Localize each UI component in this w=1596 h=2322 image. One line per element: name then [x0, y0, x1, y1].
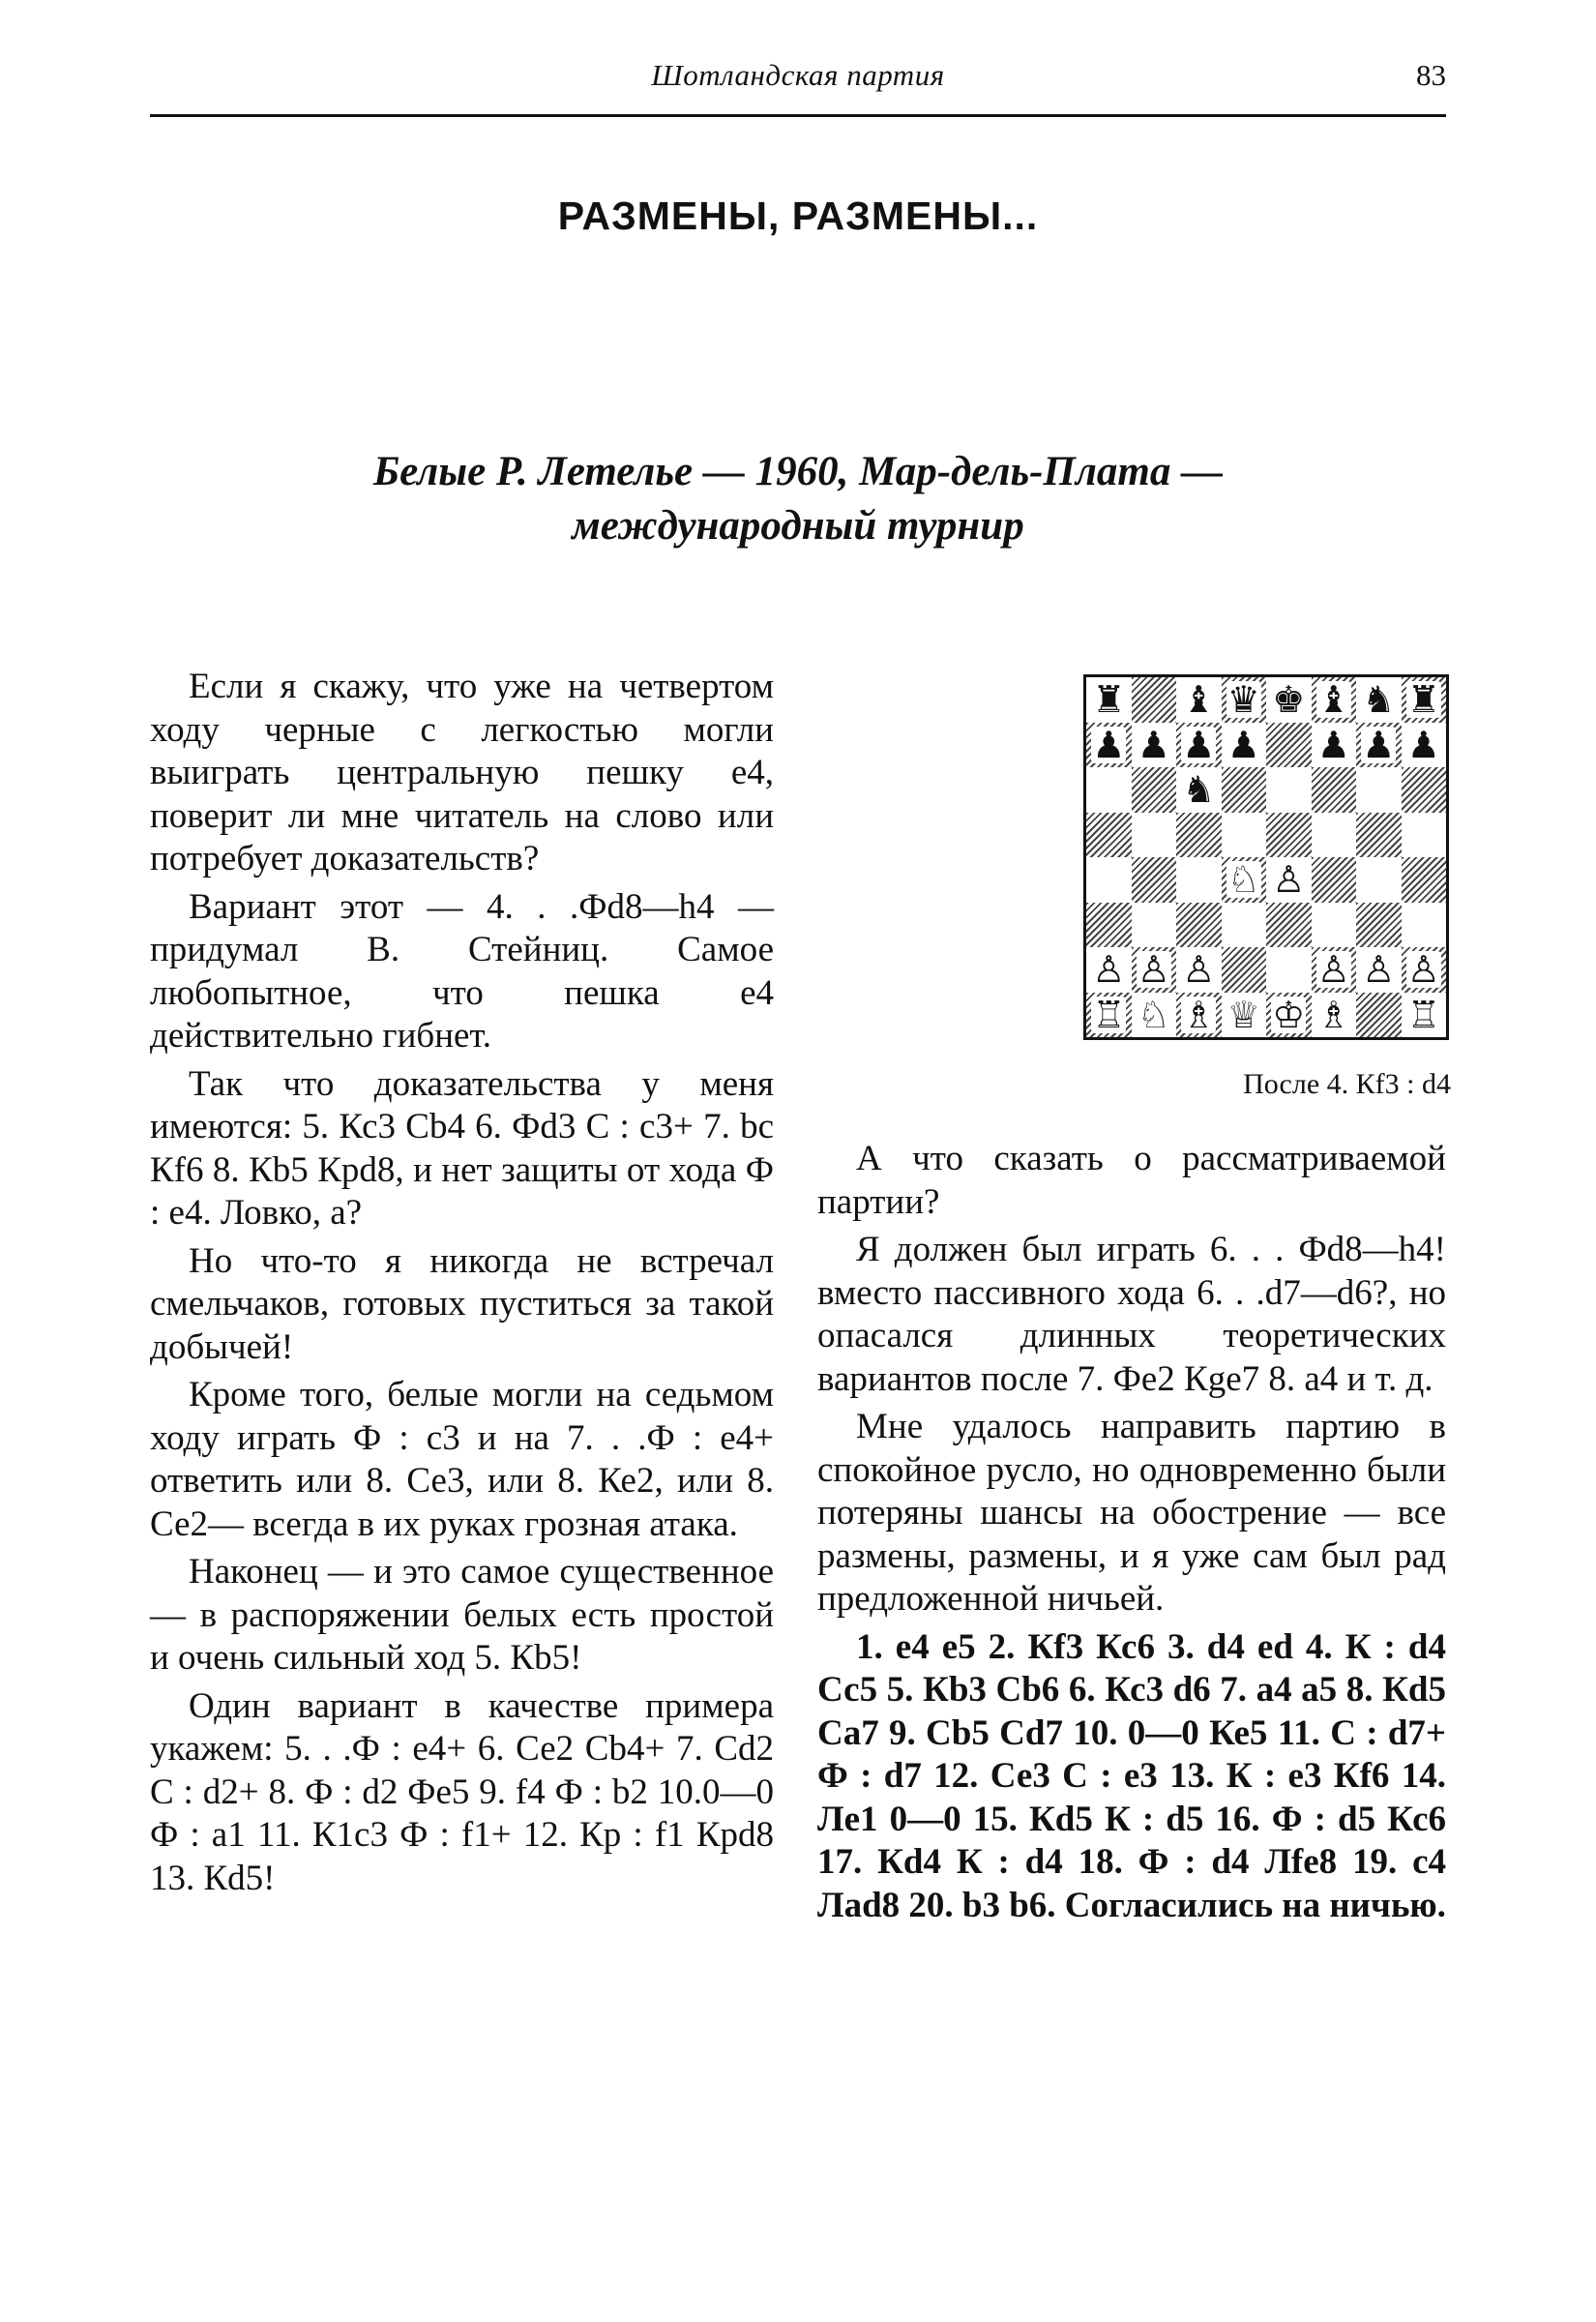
board-square [1356, 723, 1402, 768]
paragraph: Я должен был играть 6. . . Фd8—h4! вместо пассивного хода 6. . .d7—d6?, но опасался длинных теоретических вариантов после 7. Фе2 Кgе7 8. а4 и т. д. [817, 1230, 1446, 1399]
board-square [1402, 723, 1447, 768]
board-square [1086, 677, 1132, 723]
chess-piece-icon: ♔ [1272, 993, 1306, 1036]
header-rule [150, 114, 1446, 117]
board-square [1132, 993, 1177, 1038]
board-square [1402, 903, 1447, 948]
chess-piece-icon: ♛ [1227, 678, 1260, 722]
board-square [1222, 857, 1267, 903]
board-square [1402, 677, 1447, 723]
board-square [1356, 767, 1402, 813]
chapter-title: РАЗМЕНЫ, РАЗМЕНЫ... [557, 194, 1039, 238]
left-column [150, 666, 774, 1905]
board-square [1222, 903, 1267, 948]
diagram-caption: После 4. Кf3 : d4 [1243, 1068, 1451, 1100]
board-square [1176, 813, 1222, 858]
chess-piece-icon: ♘ [1137, 993, 1170, 1036]
board-square [1176, 767, 1222, 813]
game-heading [222, 445, 1374, 553]
chess-piece-icon: ♕ [1227, 993, 1260, 1036]
chess-piece-icon: ♟ [1092, 723, 1126, 766]
board-square [1176, 857, 1222, 903]
board-square [1312, 947, 1357, 993]
board-square [1312, 767, 1357, 813]
paragraph: Так что доказательства у меня имеются: 5. Кс3 Сb4 6. Фd3 С : с3+ 7. bc Кf6 8. Кb5 Крd8, и нет защиты от хода Ф : е4. Ловко, а? [150, 1063, 774, 1233]
chess-piece-icon: ♟ [1406, 723, 1440, 766]
paragraph: Но что-то я никогда не встречал смельчаков, готовых пуститься за такой добычей! [150, 1240, 774, 1367]
board-square [1132, 813, 1177, 858]
board-square [1402, 993, 1447, 1038]
chess-piece-icon: ♙ [1272, 858, 1306, 902]
chess-piece-icon: ♗ [1182, 993, 1216, 1036]
board-square [1312, 903, 1357, 948]
board-square [1266, 947, 1312, 993]
chess-piece-icon: ♙ [1316, 948, 1350, 992]
board-square [1356, 947, 1402, 993]
paragraph: Кроме того, белые могли на седьмом ходу играть Ф : с3 и на 7. . .Ф : е4+ ответить или 8. Се3, или 8. Ке2, или 8. Се2— всегда в их руках грозная атака. [150, 1375, 774, 1544]
game-heading-line2: международный турнир [572, 503, 1024, 549]
board-square [1356, 677, 1402, 723]
board-square [1132, 903, 1177, 948]
paragraph: Один вариант в качестве примера укажем: 5. . .Ф : е4+ 6. Се2 Сb4+ 7. Сd2 С : d2+ 8. Ф : d2 Фе5 9. f4 Ф : b2 10.0—0 Ф : а1 11. К1с3 Ф : f1+ 12. Кр : f1 Крd8 13. Кd5! [150, 1685, 774, 1898]
chess-piece-icon: ♖ [1406, 993, 1440, 1036]
page-number: 83 [1416, 58, 1446, 92]
chess-piece-icon: ♙ [1092, 948, 1126, 992]
board-square [1266, 767, 1312, 813]
board-square [1266, 993, 1312, 1038]
board-square [1312, 813, 1357, 858]
chess-piece-icon: ♞ [1182, 768, 1216, 812]
chess-diagram [1083, 674, 1449, 1040]
board-square [1402, 767, 1447, 813]
board-square [1356, 813, 1402, 858]
chess-piece-icon: ♙ [1182, 948, 1216, 992]
chess-board [1083, 674, 1449, 1040]
board-square [1132, 723, 1177, 768]
board-square [1266, 723, 1312, 768]
board-square [1266, 903, 1312, 948]
board-square [1086, 767, 1132, 813]
board-square [1086, 723, 1132, 768]
board-square [1222, 767, 1267, 813]
paragraph: Наконец — и это самое существенное — в распоряжении белых есть простой и очень сильный ход 5. Кb5! [150, 1552, 774, 1678]
paragraph: Мне удалось направить партию в спокойное русло, но одновременно были потеряны шансы на обострение — все размены, размены, и я уже сам был рад предложенной ничьей. [817, 1407, 1446, 1619]
chess-piece-icon: ♝ [1316, 678, 1350, 722]
chess-piece-icon: ♖ [1092, 993, 1126, 1036]
board-square [1266, 677, 1312, 723]
board-square [1312, 677, 1357, 723]
chess-piece-icon: ♟ [1227, 723, 1260, 766]
paragraph: Вариант этот — 4. . .Фd8—h4 — придумал В. Стейниц. Самое любопытное, что пешка е4 действительно гибнет. [150, 886, 774, 1056]
board-square [1312, 857, 1357, 903]
board-square [1222, 677, 1267, 723]
board-square [1086, 993, 1132, 1038]
chess-piece-icon: ♟ [1362, 723, 1396, 766]
paragraph: Если я скажу, что уже на четвертом ходу черные с легкостью могли выиграть центральную пешку е4, поверит ли мне читатель на слово или потребует доказательств? [150, 667, 774, 878]
board-square [1402, 947, 1447, 993]
board-square [1222, 947, 1267, 993]
board-square [1356, 857, 1402, 903]
board-square [1356, 903, 1402, 948]
right-column [817, 1138, 1446, 1932]
board-square [1132, 857, 1177, 903]
chess-piece-icon: ♜ [1406, 678, 1440, 722]
board-square [1176, 723, 1222, 768]
board-square [1086, 903, 1132, 948]
running-title: Шотландская партия [651, 58, 945, 92]
chess-piece-icon: ♙ [1362, 948, 1396, 992]
board-square [1132, 677, 1177, 723]
board-square [1402, 813, 1447, 858]
board-square [1176, 903, 1222, 948]
chess-piece-icon: ♞ [1362, 678, 1396, 722]
page-header [150, 58, 1446, 108]
board-square [1266, 813, 1312, 858]
chess-piece-icon: ♗ [1316, 993, 1350, 1036]
chess-piece-icon: ♚ [1272, 678, 1306, 722]
chess-piece-icon: ♟ [1316, 723, 1350, 766]
board-square [1132, 767, 1177, 813]
board-square [1402, 857, 1447, 903]
board-square [1086, 813, 1132, 858]
game-moves: 1. е4 е5 2. Кf3 Кс6 3. d4 еd 4. К : d4 Сс5 5. Кb3 Сb6 6. Кс3 d6 7. а4 а5 8. Кd5 Са7 9. Сb5 Сd7 10. 0—0 Ке5 11. С : d7+ Ф : d7 12. Се3 С : е3 13. К : е3 Кf6 14. Лe1 0—0 15. Кd5 К : d5 16. Ф : d5 Кс6 17. Кd4 К : d4 18. Ф : d4 Лfe8 19. с4 Лad8 20. b3 b6. Согласились на ничью. [817, 1626, 1446, 1925]
chess-piece-icon: ♟ [1137, 723, 1170, 766]
board-square [1222, 993, 1267, 1038]
chess-piece-icon: ♙ [1406, 948, 1440, 992]
board-square [1312, 723, 1357, 768]
chess-piece-icon: ♘ [1227, 858, 1260, 902]
chess-piece-icon: ♙ [1137, 948, 1170, 992]
board-square [1176, 993, 1222, 1038]
chess-piece-icon: ♜ [1092, 678, 1126, 722]
board-square [1222, 723, 1267, 768]
paragraph: А что сказать о рассматриваемой партии? [817, 1139, 1446, 1222]
board-square [1356, 993, 1402, 1038]
board-square [1222, 813, 1267, 858]
board-square [1132, 947, 1177, 993]
board-square [1312, 993, 1357, 1038]
game-heading-line1: Белые Р. Летелье — 1960, Мар-дель-Плата — [372, 449, 1224, 494]
board-square [1266, 857, 1312, 903]
board-square [1176, 677, 1222, 723]
chess-piece-icon: ♝ [1182, 678, 1216, 722]
chess-piece-icon: ♟ [1182, 723, 1216, 766]
board-square [1086, 857, 1132, 903]
board-square [1176, 947, 1222, 993]
board-square [1086, 947, 1132, 993]
